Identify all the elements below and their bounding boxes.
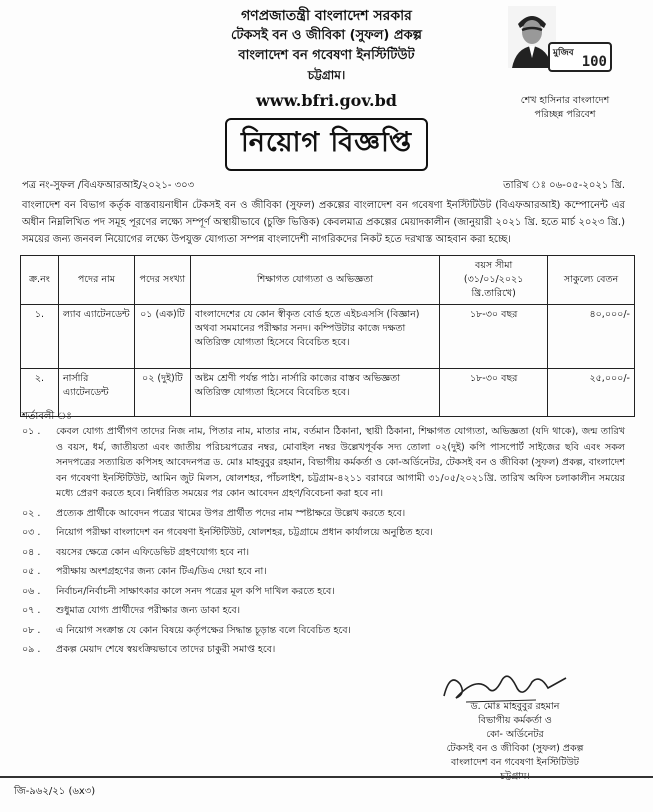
condition-number: ০৭ .	[22, 605, 41, 616]
website: www.bfri.gov.bd	[256, 91, 397, 110]
footer-divider	[0, 776, 653, 778]
list-item	[22, 525, 625, 541]
table-row	[21, 305, 635, 369]
list-item	[22, 564, 625, 580]
row-salary: ৪০,০০০/-	[548, 305, 635, 369]
notice-title: নিয়োগ বিজ্ঞপ্তি	[225, 118, 428, 171]
row-age: ১৮-৩০ বছর	[440, 305, 548, 369]
condition-text: প্রকল্প মেয়াদ শেষে স্বয়ংক্রিয়ভাবে তাদের চাকুরী সমাপ্ত হবে।	[56, 644, 276, 655]
condition-text: প্রত্যেক প্রার্থীকে আবেদন পত্রের খামের উপর প্রার্থীত পদের নাম স্পষ্টাক্ষরে উল্লেখ করতে হবে।	[56, 507, 406, 519]
list-item	[22, 584, 625, 600]
list-item	[22, 506, 625, 522]
header-age: বয়স সীমা (৩১/০১/২০২১ খ্রি.তারিখে)	[440, 256, 548, 305]
row-post-count: ০২ (দুই)টি	[134, 369, 190, 417]
condition-number: ০৪ .	[22, 546, 41, 558]
intro-paragraph: বাংলাদেশ বন বিভাগ কর্তৃক বাস্তবায়নাধীন টেকসই বন ও জীবিকা (সুফল) প্রকল্পের বাংলাদেশ বন গবেষণা ইনস্টিটিউট (বিএফআরআই) কম্পোনেন্ট এর অধীন নিম্নলিখিত পদ সমূহ পূরণের লক্ষ্যে সম্পূর্ণ অস্থায়ীভাবে (চুক্তি ভিত্তিক) কেবলমাত্র প্রকল্পের মেয়াদকালীন (জানুয়ারী ২০২১ খ্রি. হতে মার্চ ২০২৩ খ্রি.) সময়ের জন্য জনবল নিয়োগের লক্ষ্যে উপযুক্ত যোগ্যতা সম্পন্ন বাংলাদেশী নাগরিকদের নিকট হতে দরখাস্ত আহবান করা হচ্ছে।	[22, 200, 625, 245]
signatory-name: ড. মোঃ মাহবুবুর রহমান	[470, 701, 560, 712]
memo-number: পত্র নং-সুফল /বিএফআরআই/২০২১- ৩০৩	[22, 180, 195, 191]
condition-text: কেবল যোগ্য প্রার্থীগণ তাদের নিজ নাম, পিতার নাম, মাতার নাম, বর্তমান ঠিকানা, স্থায়ী ঠিকানা, শিক্ষাগত যোগ্যতা, অভিজ্ঞতা (যদি থাকে), জন্ম তারিখ ও বয়স, ধর্ম, জাতীয়তা এবং জাতীয় পরিচয়পত্রের নম্বর, মোবাইল নম্বর উল্লেখপূর্বক সদ্য তোলা ০২(দুই) কপি পাসপোর্ট সাইজের ছবি এবং সকল সনদপত্রের সত্যায়িত কপিসহ আবেদনপত্র ড. মোঃ মাহবুবুর রহমান, বিভাগীয় কর্মকর্তা ও কো-অর্ডিনেটর, টেকসই বন ও জীবিকা (সুফল) প্রকল্প, বাংলাদেশ বন গবেষণা ইনস্টিটিউট, আমিন জুট মিলস, ষোলশহর, পাঁচলাইশ, চট্টগ্রাম-৪২১১ বরাবরে আগামী ৩১/০৫/২০২১খ্রি. তারিখ অফিস চলাকালীন সময়ের মধ্যে প্রেরণ করতে হবে। নির্ধারিত সময়ের পর কোন আবেদন গ্রহণ/বিবেচনা করা হবে না।	[56, 426, 625, 499]
list-item	[22, 603, 625, 619]
row-post-name: নার্সারি এ্যাটেনডেন্ট	[58, 369, 134, 417]
reference-line	[22, 178, 625, 195]
notice-date: তারিখ ঃ ০৬-০৫-২০২১ খ্রি.	[503, 180, 625, 191]
list-item	[22, 424, 625, 502]
conditions-list	[22, 424, 625, 662]
header-post-name: পদের নাম	[58, 256, 134, 305]
hundred-text: 100	[581, 54, 607, 70]
city-name: চট্টগ্রাম।	[307, 68, 346, 82]
condition-number: ০৬ .	[22, 585, 41, 597]
row-salary: ২৫,০০০/-	[548, 369, 635, 417]
row-qualification: বাংলাদেশের যে কোন স্বীকৃত বোর্ড হতে এইচএসসি (বিজ্ঞান) অথবা সমমানের পরীক্ষার সনদ। কম্পিউটার কাজে দক্ষতা অতিরিক্ত যোগ্যতা হিসেবে বিবেচিত হবে।	[190, 305, 439, 369]
condition-text: নির্বাচন/নির্বাচনী সাক্ষাৎকার কালে সনদ পত্রের মূল কপি দাখিল করতে হবে।	[56, 585, 335, 597]
row-post-count: ০১ (এক)টি	[134, 305, 190, 369]
title-wrap	[0, 118, 653, 171]
slogan-line-1: শেখ হাসিনার বাংলাদেশ	[520, 95, 610, 106]
mujib-100-badge	[548, 42, 612, 72]
header-post-count: পদের সংখ্যা	[134, 256, 190, 305]
mujib-logo	[496, 4, 626, 86]
condition-text: পরীক্ষায় অংশগ্রহণের জন্য কোন টিএ/ডিএ দেয়া হবে না।	[56, 566, 267, 577]
list-item	[22, 623, 625, 639]
institute-name: বাংলাদেশ বন গবেষণা ইনস্টিটিউট	[238, 48, 415, 63]
row-qualification: অষ্টম শ্রেণী পর্যন্ত পাঠ। নার্সারি কাজের বাস্তব অভিজ্ঞতা অতিরিক্ত যোগ্যতা হিসেবে বিবেচিত হবে।	[190, 369, 439, 417]
posts-table	[20, 255, 635, 417]
condition-text: বয়সের ক্ষেত্রে কোন এফিডেভিট গ্রহণযোগ্য হবে না।	[56, 546, 250, 558]
header-serial: ক্র.নং	[21, 256, 59, 305]
signatory-institute: বাংলাদেশ বন গবেষণা ইনস্টিটিউট	[451, 757, 579, 768]
list-item	[22, 642, 625, 658]
mujib-text: মুজিব	[553, 48, 574, 58]
table-header-row	[21, 256, 635, 305]
condition-number: ০৮ .	[22, 624, 41, 636]
slogan-line-2: পরিচ্ছন্ন পরিবেশ	[534, 109, 596, 120]
footer-reference: জি-৯৬২/২১ (৬x৩)	[14, 786, 96, 797]
row-serial: ১.	[21, 305, 59, 369]
condition-text: নিয়োগ পরীক্ষা বাংলাদেশ বন গবেষণা ইনস্টিটিউট, ষোলশহর, চট্টগ্রামে প্রধান কার্যালয়ে অনুষ্ঠিত হবে।	[56, 527, 433, 538]
condition-number: ০২ .	[22, 507, 41, 519]
project-name: টেকসই বন ও জীবিকা (সুফল) প্রকল্প	[231, 28, 422, 43]
condition-text: এ নিয়োগ সংক্রান্ত যে কোন বিষয়ে কর্তৃপক্ষের সিদ্ধান্ত চূড়ান্ত বলে বিবেচিত হবে।	[56, 624, 351, 636]
header-qualification: শিক্ষাগত যোগ্যতা ও অভিজ্ঞতা	[190, 256, 439, 305]
conditions-title: শর্তাবলী ঃ	[22, 411, 72, 422]
signatory-project: টেকসই বন ও জীবিকা (সুফল) প্রকল্প	[446, 743, 584, 754]
row-age: ১৮-৩০ বছর	[440, 369, 548, 417]
condition-number: ০৩ .	[22, 527, 41, 538]
header-salary: সাকুল্যে বেতন	[548, 256, 635, 305]
govt-name: গণপ্রজাতন্ত্রী বাংলাদেশ সরকার	[241, 8, 412, 24]
signatory-city: চট্টগ্রাম।	[500, 771, 530, 782]
row-post-name: ল্যাব এ্যাটেনডেন্ট	[58, 305, 134, 369]
table-row	[21, 369, 635, 417]
condition-number: ০৫ .	[22, 566, 41, 577]
list-item	[22, 545, 625, 561]
signatory-designation-1: বিভাগীয় কর্মকর্তা ও	[478, 715, 552, 726]
signatory-block	[400, 700, 630, 784]
row-serial: ২.	[21, 369, 59, 417]
condition-number: ০১ .	[22, 426, 41, 437]
condition-number: ০৯ .	[22, 644, 41, 655]
signatory-designation-2: কো- অর্ডিনেটর	[486, 729, 544, 740]
condition-text: শুধুমাত্র যোগ্য প্রার্থীদের পরীক্ষার জন্য ডাকা হবে।	[56, 605, 241, 616]
